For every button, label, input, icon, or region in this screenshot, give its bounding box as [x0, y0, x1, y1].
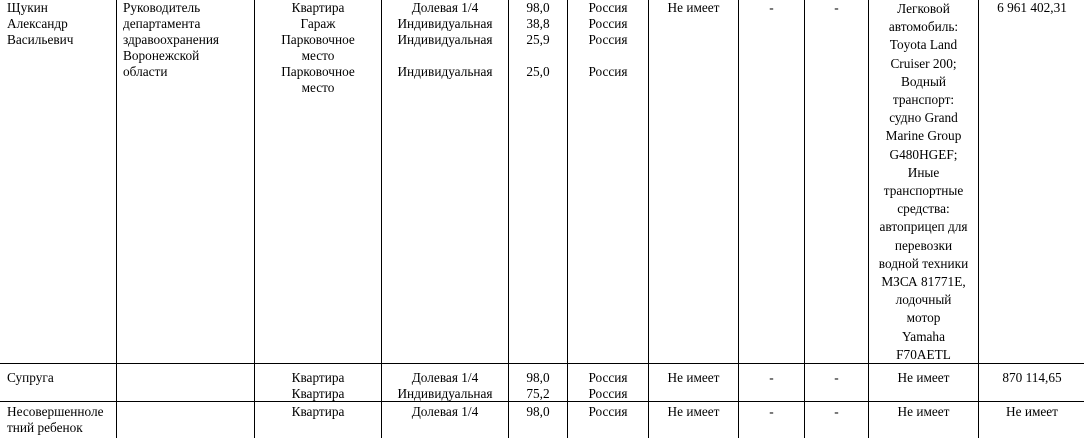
column-divider — [567, 0, 568, 438]
column-divider — [254, 0, 255, 438]
declarant-name: Несовершеннолe тний ребенок — [7, 404, 104, 435]
declarant-name: Супруга — [7, 370, 54, 385]
owned-country: Россия Россия Россия Россия — [588, 0, 628, 79]
used-country: - — [834, 0, 839, 15]
used-object-type: Не имеет — [667, 0, 720, 15]
vehicles: Легковой автомобиль: Toyota Land Cruiser 200; Водный транспорт: судно Grand Marine Group G480HGEF; Иные транспортные средства: автоприцеп для перевозки водной техники МЗСА 81771E, лодочный мотор Yamaha F70AETL — [878, 1, 969, 362]
column-divider — [381, 0, 382, 438]
owned-object-type: Квартира — [291, 404, 345, 419]
owned-area: 98,0 — [526, 404, 550, 419]
column-divider — [804, 0, 805, 438]
used-area: - — [769, 370, 774, 385]
ownership-type: Долевая 1/4 Индивидуальная — [397, 370, 493, 401]
used-object-type: Не имеет — [667, 404, 720, 419]
vehicles: Не имеет — [897, 404, 950, 419]
annual-income: 870 114,65 — [1002, 370, 1062, 385]
owned-area: 98,0 38,8 25,9 25,0 — [526, 0, 550, 79]
annual-income: Не имеет — [1006, 404, 1058, 419]
column-divider — [508, 0, 509, 438]
column-divider — [978, 0, 979, 438]
ownership-type: Долевая 1/4 — [411, 404, 479, 419]
used-area: - — [769, 0, 774, 15]
owned-country: Россия — [588, 404, 628, 419]
ownership-type: Долевая 1/4 Индивидуальная Индивидуальная Индивидуальная — [397, 0, 493, 79]
column-divider — [648, 0, 649, 438]
vehicles: Не имеет — [897, 370, 950, 385]
column-divider — [116, 0, 117, 438]
owned-area: 98,0 75,2 — [526, 370, 550, 401]
used-country: - — [834, 404, 839, 419]
declarant-position: Руководитель департамента здравоохранения Воронежской области — [123, 0, 220, 79]
used-area: - — [769, 404, 774, 419]
annual-income: 6 961 402,31 — [997, 0, 1067, 15]
used-object-type: Не имеет — [667, 370, 720, 385]
used-country: - — [834, 370, 839, 385]
declarant-name: Щукин Александр Васильевич — [7, 0, 74, 47]
owned-object-type: Квартира Гараж Парковочное место Парковочное место — [281, 0, 355, 95]
column-divider — [738, 0, 739, 438]
owned-object-type: Квартира Квартира — [291, 370, 345, 401]
owned-country: Россия Россия — [588, 370, 628, 401]
